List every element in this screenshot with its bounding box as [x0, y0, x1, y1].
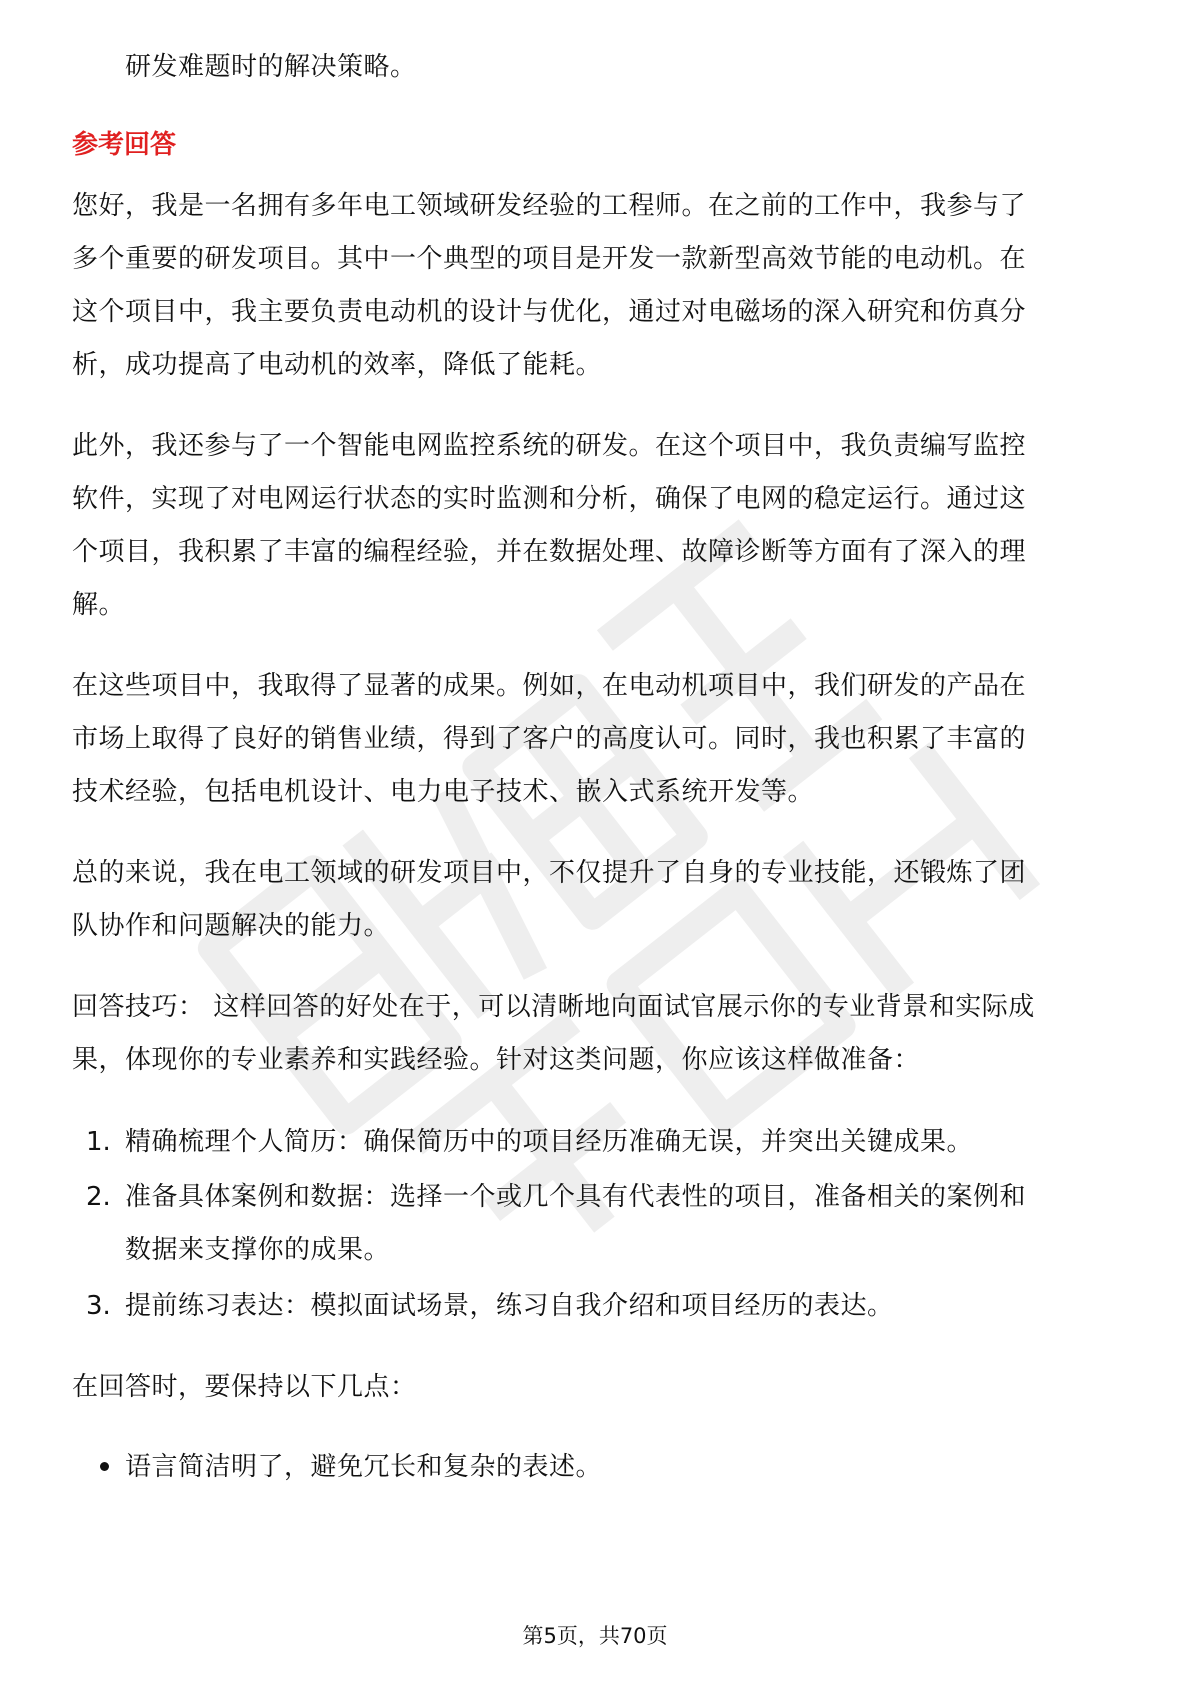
paragraph-line: 果，体现你的专业素养和实践经验。针对这类问题，你应该这样做准备：	[72, 1045, 921, 1075]
paragraph-line: 软件，实现了对电网运行状态的实时监测和分析，确保了电网的稳定运行。通过这	[72, 484, 1027, 514]
numbered-list-item: 准备具体案例和数据：选择一个或几个具有代表性的项目，准备相关的案例和	[125, 1182, 1027, 1212]
list-number: 1.	[86, 1127, 111, 1157]
list-number: 2.	[86, 1182, 111, 1212]
list-number: 3.	[86, 1291, 111, 1321]
paragraph-line: 市场上取得了良好的销售业绩，得到了客户的高度认可。同时，我也积累了丰富的	[72, 724, 1027, 754]
intro-tail-text: 研发难题时的解决策略。	[125, 52, 417, 82]
paragraph-line: 多个重要的研发项目。其中一个典型的项目是开发一款新型高效节能的电动机。在	[72, 244, 1027, 274]
paragraph-line: 回答技巧： 这样回答的好处在于，可以清晰地向面试官展示你的专业背景和实际成	[72, 992, 1035, 1022]
section-heading: 参考回答	[72, 130, 177, 160]
bullet-dot-icon	[100, 1462, 109, 1471]
numbered-list-item: 精确梳理个人简历：确保简历中的项目经历准确无误，并突出关键成果。	[125, 1127, 974, 1157]
paragraph-line: 总的来说，我在电工领域的研发项目中，不仅提升了自身的专业技能，还锻炼了团	[72, 858, 1027, 888]
paragraph-line: 技术经验，包括电机设计、电力电子技术、嵌入式系统开发等。	[72, 777, 815, 807]
paragraph-line: 此外，我还参与了一个智能电网监控系统的研发。在这个项目中，我负责编写监控	[72, 431, 1027, 461]
paragraph-line: 析，成功提高了电动机的效率，降低了能耗。	[72, 350, 603, 380]
numbered-list-item: 提前练习表达：模拟面试场景，练习自我介绍和项目经历的表达。	[125, 1291, 894, 1321]
paragraph-line: 解。	[72, 590, 126, 620]
paragraph-line: 这个项目中，我主要负责电动机的设计与优化，通过对电磁场的深入研究和仿真分	[72, 297, 1027, 327]
paragraph-line: 您好，我是一名拥有多年电工领域研发经验的工程师。在之前的工作中，我参与了	[72, 191, 1027, 221]
bullet-list-item: 语言简洁明了，避免冗长和复杂的表述。	[125, 1452, 603, 1482]
paragraph-line: 队协作和问题解决的能力。	[72, 911, 391, 941]
numbered-list-item-continued: 数据来支撑你的成果。	[125, 1235, 391, 1265]
paragraph-line: 在这些项目中，我取得了显著的成果。例如，在电动机项目中，我们研发的产品在	[72, 671, 1027, 701]
points-intro-text: 在回答时，要保持以下几点：	[72, 1372, 417, 1402]
page-number-footer: 第5页，共70页	[522, 1624, 668, 1648]
paragraph-line: 个项目，我积累了丰富的编程经验，并在数据处理、故障诊断等方面有了深入的理	[72, 537, 1027, 567]
